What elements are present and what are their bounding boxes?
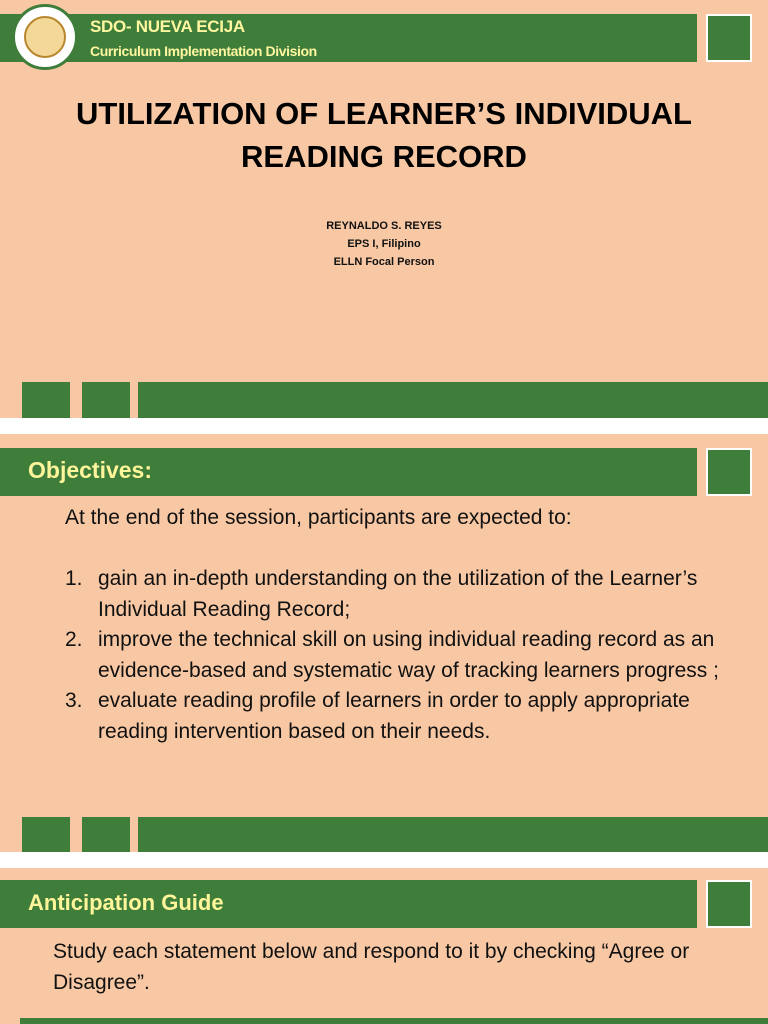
author-name: REYNALDO S. REYES [326, 220, 442, 232]
objectives-intro: At the end of the session, participants are expected to: [65, 506, 572, 529]
table-top-edge [20, 1018, 768, 1024]
header-square [706, 448, 752, 496]
objectives-list [65, 564, 745, 747]
title-slide [0, 0, 768, 418]
author-block [0, 217, 768, 271]
org-name: SDO- NUEVA ECIJA [90, 17, 245, 36]
objectives-heading: Objectives: [28, 457, 152, 483]
header-square [706, 14, 752, 62]
item-text: gain an in-depth understanding on the utilization of the Learner’s Individual Reading Record; [98, 567, 698, 621]
slide-title: UTILIZATION OF LEARNER’S INDIVIDUAL READING RECORD [76, 96, 692, 174]
header-square [706, 880, 752, 928]
objectives-slide [0, 434, 768, 852]
division-name: Curriculum Implementation Division [90, 43, 317, 59]
footer-square-1 [22, 817, 70, 852]
footer-square-2 [82, 382, 130, 418]
item-number: 3. [65, 689, 83, 712]
anticipation-header-bar [0, 880, 697, 928]
item-number: 1. [65, 567, 83, 590]
footer-bar [138, 817, 768, 852]
footer-bar [138, 382, 768, 418]
anticipation-slide [0, 868, 768, 1024]
footer-square-2 [82, 817, 130, 852]
deped-seal-logo [12, 4, 78, 70]
list-item [65, 625, 745, 686]
item-number: 2. [65, 628, 83, 651]
item-text: evaluate reading profile of learners in order to apply appropriate reading intervention based on their needs. [98, 689, 690, 743]
item-text: improve the technical skill on using individual reading record as an evidence-based and systematic way of tracking learners progress ; [98, 628, 719, 682]
seal-emblem-icon [24, 16, 66, 58]
anticipation-heading: Anticipation Guide [28, 890, 224, 915]
author-role: ELLN Focal Person [333, 256, 435, 268]
footer-square-1 [22, 382, 70, 418]
author-position: EPS I, Filipino [347, 238, 421, 250]
objectives-header-bar [0, 448, 697, 496]
anticipation-instruction: Study each statement below and respond to it by checking “Agree or Disagree”. [53, 940, 690, 994]
list-item [65, 564, 745, 625]
list-item [65, 686, 745, 747]
